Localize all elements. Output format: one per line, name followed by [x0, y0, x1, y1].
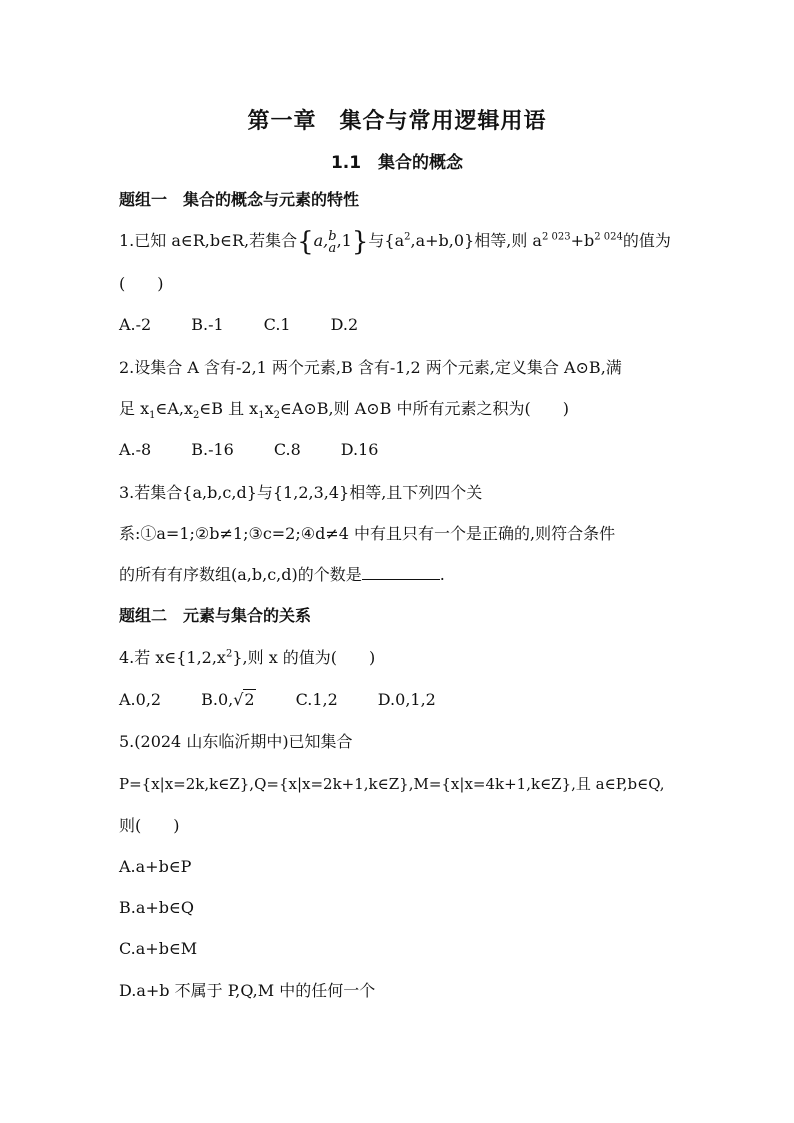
q2-options — [119, 440, 378, 460]
q1-frac-num: b — [328, 229, 337, 244]
q5-line-1: 5.(2024 山东临沂期中)已知集合 — [119, 732, 353, 751]
group2-title: 题组二 元素与集合的关系 — [119, 606, 312, 625]
q1-answer-paren: ( ) — [119, 274, 164, 293]
q1-text-3: ,a+b,0}相等,则 a — [410, 231, 542, 250]
q2-line-1: 2.设集合 A 含有-2,1 两个元素,B 含有-1,2 两个元素,定义集合 A⊙B,满 — [119, 358, 622, 377]
q2-text-b: ∈A,x — [155, 399, 194, 418]
group1-title: 题组一 集合的概念与元素的特性 — [119, 190, 360, 209]
q2-option-c[interactable]: C.8 — [273, 440, 301, 459]
q3-answer-blank[interactable] — [362, 565, 440, 580]
q2-option-d[interactable]: D.16 — [340, 440, 379, 459]
q1-text-2: 与{a — [368, 231, 405, 250]
q2-text-d: x — [264, 399, 274, 418]
q5-option-c[interactable]: C.a+b∈M — [119, 939, 198, 958]
right-brace-icon: } — [351, 227, 369, 257]
q1-option-c[interactable]: C.1 — [263, 315, 291, 334]
q1-set-a: a, — [313, 231, 329, 250]
q2-text-e: ∈A⊙B,则 A⊙B 中所有元素之积为( ) — [279, 399, 570, 418]
q5-option-d[interactable]: D.a+b 不属于 P,Q,M 中的任何一个 — [119, 981, 376, 1000]
q2-sub-3: 1 — [258, 410, 265, 422]
q1-option-a[interactable]: A.-2 — [119, 315, 152, 334]
q4-option-a[interactable]: A.0,2 — [119, 690, 162, 709]
q4-text-b: },则 x 的值为( ) — [232, 648, 376, 667]
q4-sup: 2 — [225, 648, 233, 660]
q1-frac-den: a — [328, 241, 337, 256]
q4-text-a: 4.若 x∈{1,2,x — [119, 648, 226, 667]
left-brace-icon: { — [297, 227, 314, 257]
sqrt-icon: √2 — [233, 690, 255, 709]
q2-text-a: 足 x — [119, 399, 150, 418]
q1-options — [119, 315, 358, 335]
q4-option-c[interactable]: C.1,2 — [295, 690, 338, 709]
q1-sup-exp2: 2 024 — [594, 231, 623, 243]
q4-option-b[interactable] — [201, 690, 256, 710]
q1-fraction — [328, 231, 336, 255]
q2-sub-2: 2 — [193, 410, 200, 422]
q5-option-b[interactable]: B.a+b∈Q — [119, 898, 194, 917]
q1-text-1: 1.已知 a∈R,b∈R,若集合 — [119, 231, 298, 250]
q1-text-4: +b — [570, 231, 595, 250]
q4-option-b-text: B.0, — [201, 690, 234, 709]
q3-text-a: 的所有有序数组(a,b,c,d)的个数是 — [119, 565, 362, 584]
q3-line-2: 系:①a=1;②b≠1;③c=2;④d≠4 中有且只有一个是正确的,则符合条件 — [119, 524, 616, 543]
q2-line-2 — [119, 399, 570, 422]
q2-option-a[interactable]: A.-8 — [119, 440, 152, 459]
q1-text-5: 的值为 — [622, 231, 671, 250]
q1-stem — [119, 227, 671, 257]
q5-option-a[interactable]: A.a+b∈P — [119, 857, 192, 876]
q2-text-c: ∈B 且 x — [199, 399, 259, 418]
q4-option-d[interactable]: D.0,1,2 — [377, 690, 436, 709]
q1-sup-exp1: 2 023 — [541, 231, 571, 243]
q1-option-d[interactable]: D.2 — [330, 315, 359, 334]
q2-sub-4: 2 — [273, 410, 280, 422]
q1-option-b[interactable]: B.-1 — [191, 315, 224, 334]
section-title: 1.1 集合的概念 — [330, 153, 464, 173]
q3-line-3 — [119, 565, 445, 585]
q1-sup-2: 2 — [404, 231, 411, 243]
q5-line-3: 则( ) — [119, 816, 180, 835]
q4-option-b-radicand: 2 — [244, 690, 255, 709]
q5-line-2: P={x|x=2k,k∈Z},Q={x|x=2k+1,k∈Z},M={x|x=4k+1,k∈Z},且 a∈P,b∈Q, — [119, 775, 665, 793]
chapter-title: 第一章 集合与常用逻辑用语 — [247, 109, 547, 134]
q2-sub-1: 1 — [149, 410, 156, 422]
q4-options — [119, 690, 436, 710]
q4-stem — [119, 648, 375, 668]
q1-set-tail: ,1 — [336, 231, 352, 250]
q3-line-1: 3.若集合{a,b,c,d}与{1,2,3,4}相等,且下列四个关 — [119, 483, 483, 502]
q3-text-b: . — [439, 565, 445, 584]
q2-option-b[interactable]: B.-16 — [191, 440, 234, 459]
